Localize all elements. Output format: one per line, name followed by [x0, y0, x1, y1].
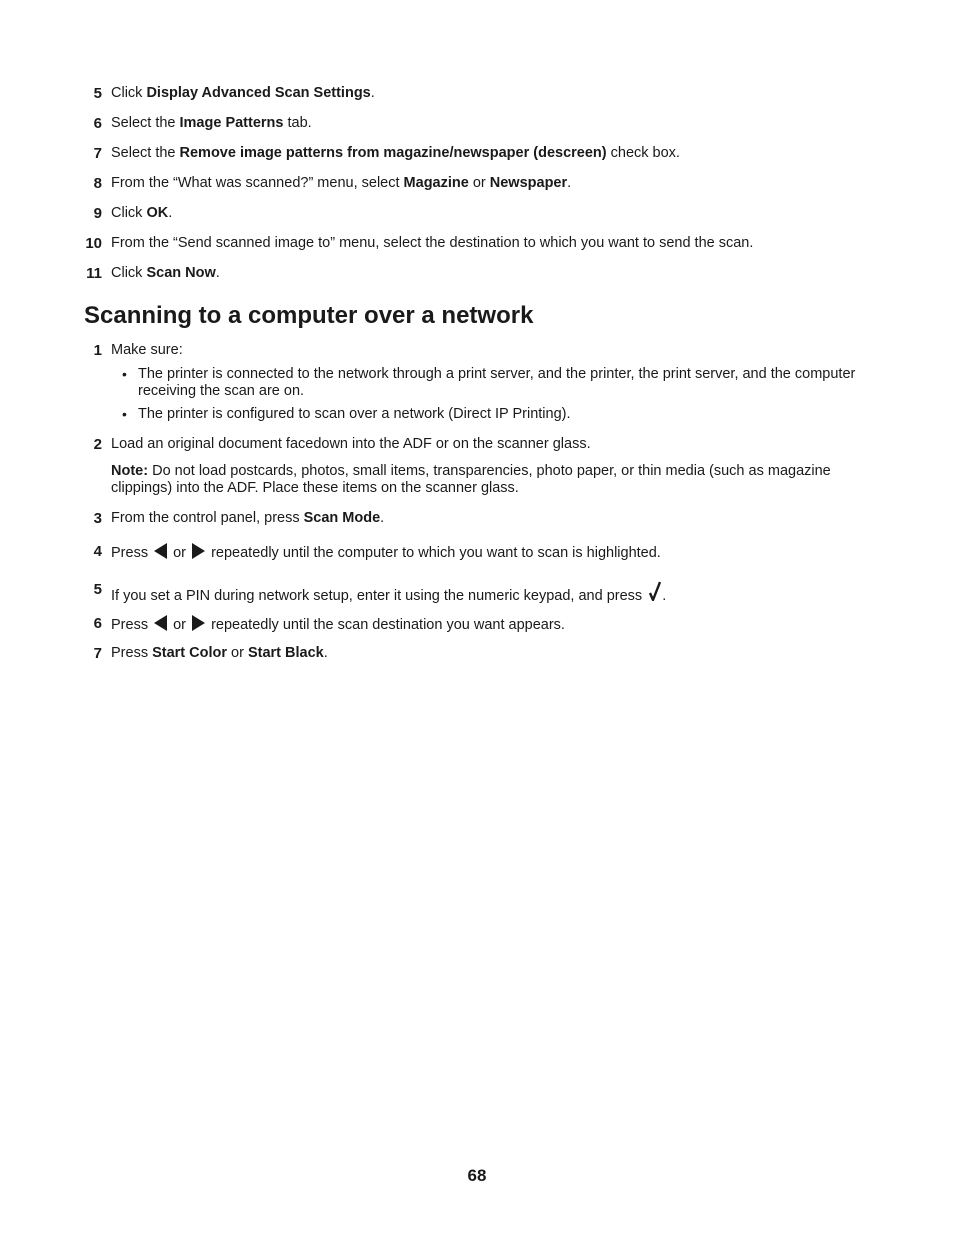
start-black-label: Start Black — [247, 645, 324, 661]
step-text — [111, 175, 894, 192]
step-number: 1 — [93, 342, 102, 359]
step-number: 3 — [93, 510, 102, 527]
step-text — [111, 85, 894, 102]
step-text — [111, 581, 894, 605]
step-number: 7 — [93, 145, 102, 162]
text-run: check box. — [606, 145, 680, 161]
step-number: 8 — [93, 175, 102, 192]
text-run: . — [168, 205, 173, 221]
right-arrow-icon — [192, 543, 205, 559]
text-run: If you set a PIN during network setup, enter it using the numeric keypad, and press — [111, 588, 647, 604]
note-text — [111, 463, 894, 497]
note-body: Do not load postcards, photos, small items, transparencies, photo paper, or thin media (such as magazine clippings) into the ADF. Place these items on the scanner glass. — [111, 463, 831, 496]
step-number: 11 — [86, 265, 102, 282]
text-run: Press — [111, 645, 153, 661]
bullet-icon: • — [122, 406, 127, 422]
bold-term: Newspaper — [489, 175, 568, 191]
text-run: . — [662, 588, 667, 604]
left-arrow-icon — [154, 615, 167, 631]
right-arrow-icon — [192, 615, 205, 631]
text-run: repeatedly until the computer to which you want to scan is highlighted. — [207, 545, 661, 561]
step-number: 9 — [93, 205, 102, 222]
step-number: 2 — [93, 436, 102, 453]
bold-term: Magazine — [403, 175, 469, 191]
step-text — [111, 265, 894, 282]
text-run: Press — [111, 545, 153, 561]
step-text — [111, 145, 894, 162]
text-run: or — [169, 545, 191, 561]
section-heading: Scanning to a computer over a network — [84, 302, 534, 329]
text-run: From the “What was scanned?” menu, select — [111, 175, 404, 191]
text-run: repeatedly until the scan destination you want appears. — [207, 617, 565, 633]
bold-term: Remove image patterns from magazine/newspaper (descreen) — [179, 145, 607, 161]
step-text — [111, 115, 894, 132]
step-number: 7 — [93, 645, 102, 662]
step-text — [111, 235, 894, 252]
step-text — [111, 510, 894, 527]
text-run: Click — [111, 265, 147, 281]
text-run: From the control panel, press — [111, 510, 304, 526]
page-number: 68 — [467, 1166, 487, 1185]
bullet-text: The printer is connected to the network through a print server, and the printer, the print server, and the computer receiving the scan are on. — [138, 366, 856, 399]
step-text — [111, 543, 894, 562]
text-run: tab. — [283, 115, 312, 131]
bullet-text: The printer is configured to scan over a network (Direct IP Printing). — [138, 406, 571, 422]
step-number: 5 — [93, 581, 102, 598]
text-run: or — [227, 645, 248, 661]
step-text: Make sure: — [111, 342, 183, 358]
bold-term: Image Patterns — [179, 115, 284, 131]
text-run: Select the — [111, 115, 180, 131]
text-run: . — [370, 85, 375, 101]
bold-term: Scan Now — [146, 265, 216, 281]
text-run: Press — [111, 617, 153, 633]
bold-term: OK — [146, 205, 169, 221]
step-number: 6 — [93, 615, 102, 632]
text-run: . — [323, 645, 328, 661]
scan-mode-label: Scan Mode — [303, 510, 381, 526]
checkmark-icon — [649, 581, 661, 601]
step-number: 6 — [93, 115, 102, 132]
step-number: 4 — [93, 543, 102, 560]
start-color-label: Start Color — [152, 645, 228, 661]
text-run: Click — [111, 85, 147, 101]
text-run: Click — [111, 205, 147, 221]
bold-term: Display Advanced Scan Settings — [146, 85, 371, 101]
left-arrow-icon — [154, 543, 167, 559]
step-text: Load an original document facedown into the ADF or on the scanner glass. — [111, 436, 591, 452]
step-text — [111, 205, 894, 222]
step-text — [111, 645, 894, 662]
text-run: . — [380, 510, 385, 526]
text-run: . — [567, 175, 572, 191]
step-number: 5 — [93, 85, 102, 102]
step-number: 10 — [85, 235, 102, 252]
text-run: From the “Send scanned image to” menu, select the destination to which you want to send the scan. — [111, 235, 754, 251]
text-run: Select the — [111, 145, 180, 161]
text-run: . — [215, 265, 220, 281]
step-text — [111, 615, 894, 634]
bullet-icon: • — [122, 366, 127, 382]
text-run: or — [169, 617, 191, 633]
text-run: or — [468, 175, 490, 191]
note-label: Note: — [111, 463, 149, 479]
